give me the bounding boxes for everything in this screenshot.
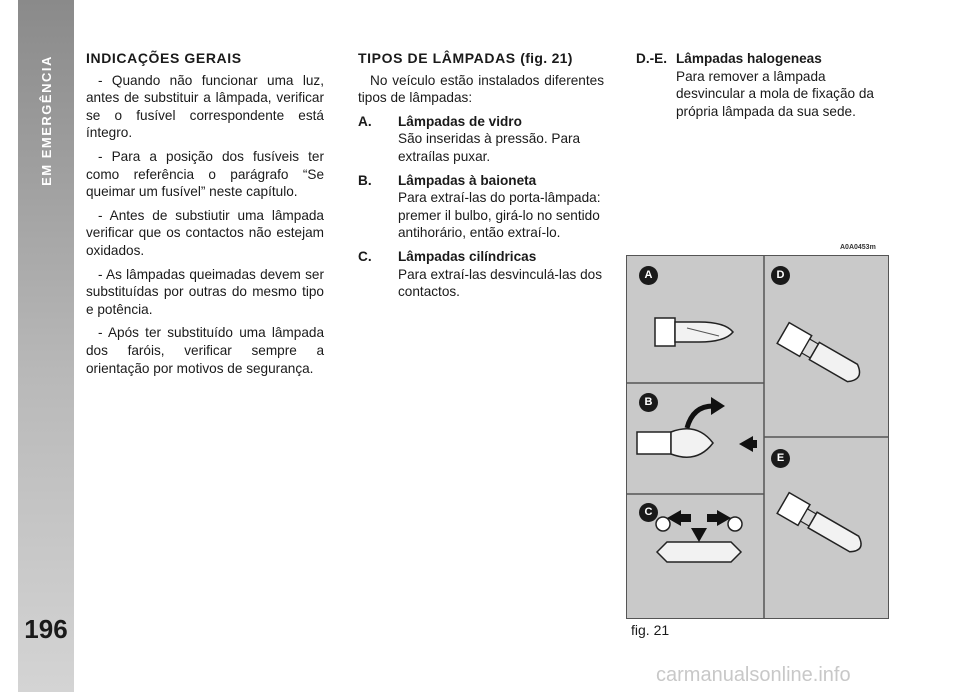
item-text: Para remover a lâmpada desvincular a mola de fixação da própria lâmpada da sua sede. — [676, 68, 874, 119]
figure-panels — [627, 256, 888, 618]
glass-bulb-illustration — [655, 318, 733, 346]
page-number: 196 — [24, 614, 68, 644]
halogen-bulb-d-illustration — [777, 323, 864, 387]
item-letter: B. — [358, 172, 372, 188]
bulb-types-intro: No veículo estão instalados diferentes tipos de lâmpadas: — [358, 72, 604, 106]
paragraph: - As lâmpadas queimadas devem ser substituídas por outras do mesmo tipo e potência. — [86, 266, 324, 317]
figure-caption: fig. 21 — [631, 622, 670, 638]
panel-label-e: E — [771, 449, 790, 468]
bulb-types-figure — [626, 255, 889, 619]
item-letter: D.-E. — [636, 51, 667, 66]
item-title: Lâmpadas à baioneta — [398, 172, 537, 188]
item-text: Para extraí-las desvinculá-las dos contactos. — [398, 266, 602, 300]
bulb-type-item — [358, 113, 604, 166]
general-instructions-column — [86, 50, 324, 383]
paragraph: - Para a posição dos fusíveis ter como referência o parágrafo “Se queimar um fusível” neste capítulo. — [86, 148, 324, 200]
item-letter: A. — [358, 113, 372, 129]
paragraph: - Antes de substiutir uma lâmpada verificar que os contactos não estejam oxidados. — [86, 207, 324, 258]
cylindrical-bulb-illustration — [656, 510, 742, 562]
paragraph: - Quando não funcionar uma luz, antes de substituir a lâmpada, verificar se o fusível correspondente está íntegro. — [86, 72, 324, 141]
general-instructions-heading: INDICAÇÕES GERAIS — [86, 50, 242, 66]
panel-label-b: B — [639, 393, 658, 412]
figure-code: A0A0453m — [840, 244, 876, 251]
bulb-type-item — [636, 50, 886, 120]
paragraph: - Após ter substituído uma lâmpada dos faróis, verificar sempre a orientação por motivos de segurança. — [86, 325, 324, 376]
watermark: carmanualsonline.info — [656, 664, 851, 686]
bulb-type-item — [358, 172, 604, 242]
item-title: Lâmpadas de vidro — [398, 113, 522, 129]
bulb-types-heading: TIPOS DE LÂMPADAS (fig. 21) — [358, 50, 573, 66]
bulb-type-item — [358, 248, 604, 301]
panel-label-c: C — [639, 503, 658, 522]
item-text: Para extraí-las do porta-lâmpada: premer il bulbo, girá-lo no sentido antihorário, então extraí-lo. — [398, 190, 601, 241]
halogen-column — [636, 50, 886, 126]
halogen-bulb-e-illustration — [777, 493, 866, 558]
item-letter: C. — [358, 248, 372, 264]
panel-label-a: A — [639, 266, 658, 285]
section-label: EM EMERGÊNCIA — [38, 54, 54, 186]
panel-label-d: D — [771, 266, 790, 285]
figure-reference: (fig. 21) — [520, 50, 573, 66]
item-text: São inseridas à pressão. Para extraílas puxar. — [398, 131, 581, 164]
bulb-types-column — [358, 50, 604, 307]
item-title: Lâmpadas cilíndricas — [398, 248, 537, 264]
item-title: Lâmpadas halogeneas — [676, 51, 822, 66]
